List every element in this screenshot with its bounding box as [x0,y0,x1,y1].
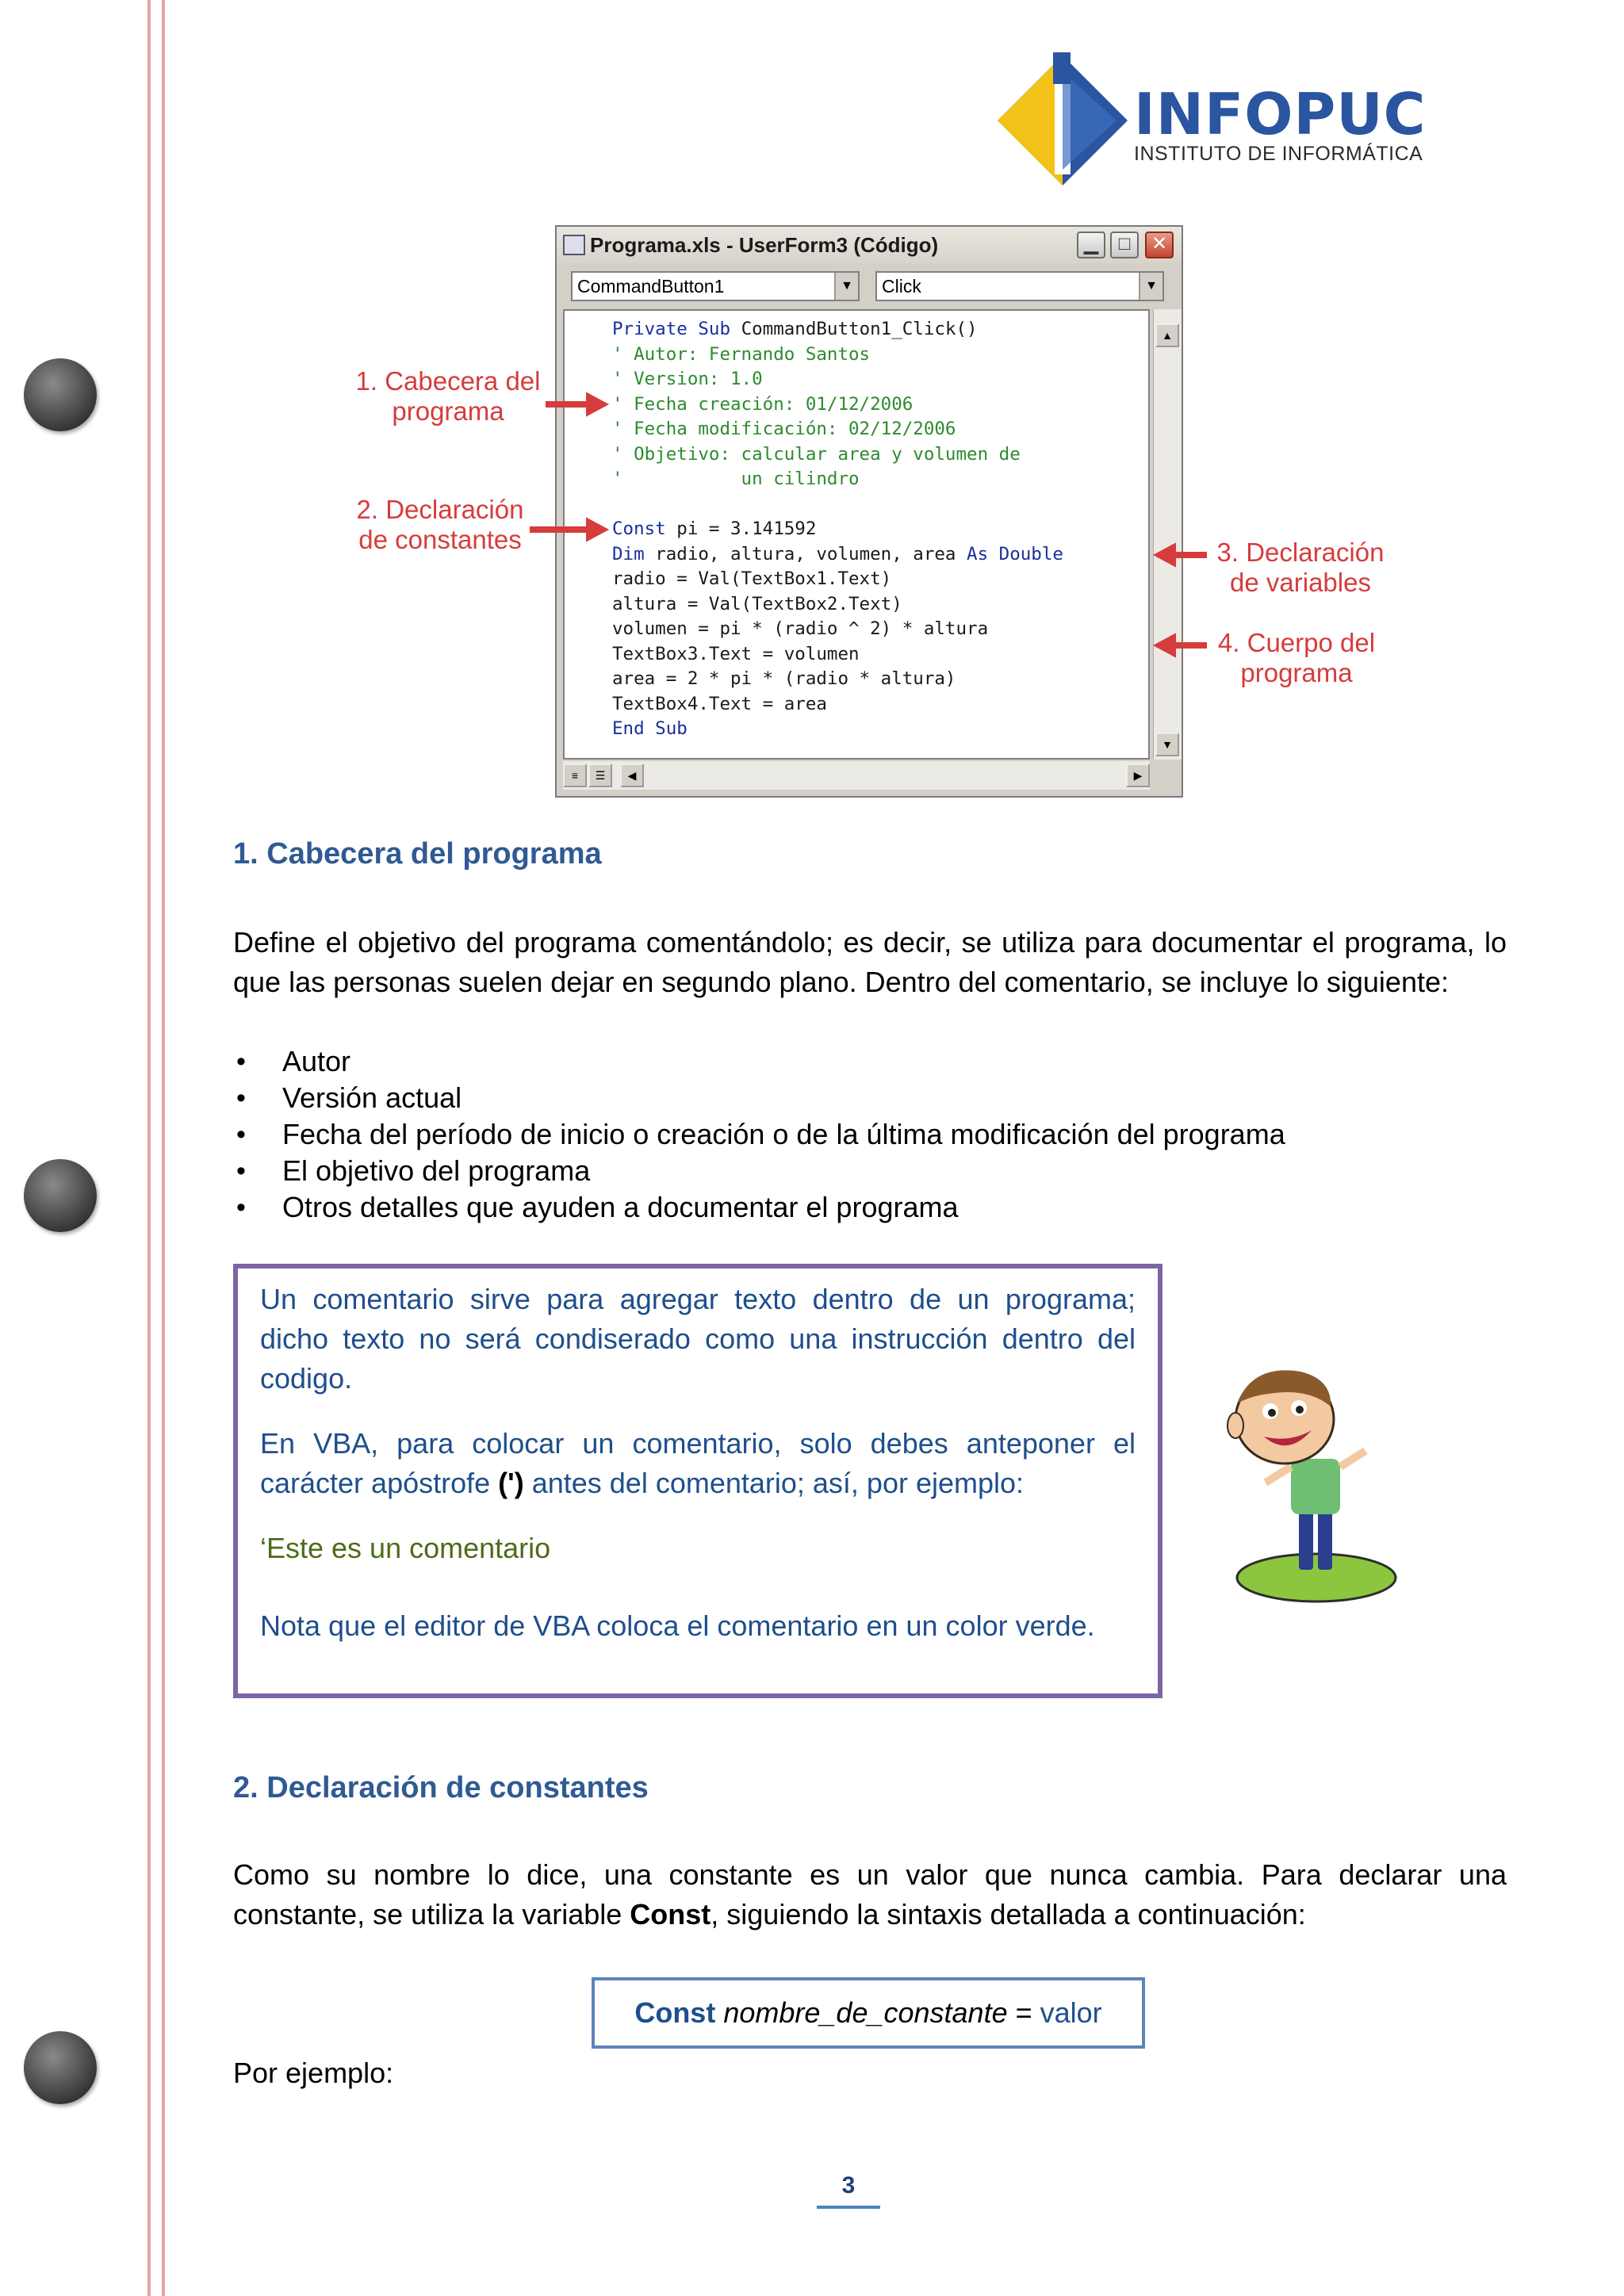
chevron-down-icon[interactable]: ▼ [834,273,858,300]
full-module-view-icon[interactable]: ☰ [588,763,612,787]
callout-cabecera-text: 1. Cabecera del programa [355,366,541,426]
logo-name: INFOPUC [1134,81,1427,147]
code-line: altura = Val(TextBox2.Text) [612,593,902,614]
bullet-item: • El objetivo del programa [233,1153,1285,1189]
scroll-right-icon[interactable]: ▶ [1126,763,1150,787]
code-line: Const pi = 3.141592 [612,519,817,539]
arrow-constantes-head [587,519,607,541]
code-line: TextBox4.Text = area [612,693,827,714]
code-line: TextBox3.Text = volumen [612,643,860,664]
comment-info-box [233,1264,1162,1698]
bullet-item: • Versión actual [233,1080,1285,1116]
chevron-down-icon[interactable]: ▼ [1139,273,1162,300]
minimize-button[interactable]: ▁ [1077,232,1105,258]
code-line: volumen = pi * (radio ^ 2) * altura [612,618,989,639]
syntax-value: valor [1032,1996,1102,2029]
section2-text-end: , siguiendo la sintaxis detallada a continuación: [710,1898,1306,1931]
code-line: Private Sub CommandButton1_Click() [612,319,978,339]
section1-paragraph: Define el objetivo del programa comentándolo; es decir, se utiliza para documentar el programa, lo que las personas suelen dejar en segundo plano. Dentro del comentario, se incluye lo siguiente: [233,926,1507,998]
section2-heading: 2. Declaración de constantes [233,1771,649,1804]
bullet-item: • Fecha del período de inicio o creación o de la última modificación del programa [233,1116,1285,1153]
info-paragraph-1: Un comentario sirve para agregar texto dentro de un programa; dicho texto no será condiserado como una instrucción dentro del codigo. [260,1283,1136,1395]
maximize-button[interactable]: □ [1110,232,1139,258]
cartoon-boy-icon [1221,1364,1404,1609]
example-label: Por ejemplo: [233,2057,394,2089]
info-p2-text: En VBA, para colocar un comentario, solo debes anteponer el carácter apóstrofe [260,1427,1136,1499]
code-line: End Sub [612,718,688,739]
code-line: ' Fecha modificación: 02/12/2006 [612,419,956,439]
bullet-item: • Otros detalles que ayuden a documentar el programa [233,1189,1285,1226]
code-line: ' un cilindro [612,469,860,489]
comment-example: ‘Este es un comentario [260,1532,551,1564]
syntax-constant-name: nombre_de_constante [723,1996,1008,2029]
object-dropdown-value: CommandButton1 [577,276,725,297]
binder-hole-middle [24,1159,97,1232]
arrow-variables-head [1155,544,1175,566]
bullet-item: • Autor [233,1043,1285,1080]
scroll-down-icon[interactable]: ▼ [1155,733,1179,756]
callout-constantes-text: 2. Declaración de constantes [356,495,524,554]
callout-variables-text: 3. Declaración de variables [1216,538,1385,597]
info-note: Nota que el editor de VBA coloca el comentario en un color verde. [260,1609,1095,1642]
scroll-up-icon[interactable]: ▲ [1155,323,1179,347]
section1-bullet-list [233,1043,1285,1226]
window-title: Programa.xls - UserForm3 (Código) [590,232,939,257]
section2-paragraph [233,1855,1507,1934]
code-line: ' Version: 1.0 [612,369,763,389]
const-keyword: Const [630,1898,711,1931]
callout-arrows [0,0,1624,872]
scroll-left-icon[interactable]: ◀ [620,763,644,787]
code-line: Dim radio, altura, volumen, area As Double [612,543,1063,564]
page-number-underline [817,2206,880,2209]
callout-cuerpo-text: 4. Cuerpo del programa [1217,628,1376,687]
page-number: 3 [841,2172,856,2198]
binder-hole-bottom [24,2031,97,2104]
arrow-cuerpo-head [1155,634,1175,656]
info-paragraph-2 [260,1424,1136,1503]
procedure-view-icon[interactable]: ≡ [563,763,587,787]
code-line: area = 2 * pi * (radio * altura) [612,668,956,689]
procedure-dropdown-value: Click [882,276,921,297]
section2-text: Como su nombre lo dice, una constante es un valor que nunca cambia. Para declarar una constante, se utiliza la variable [233,1858,1507,1931]
section1-heading: 1. Cabecera del programa [233,837,602,871]
info-p2-end: antes del comentario; así, por ejemplo: [523,1467,1025,1499]
apostrophe-char: (') [498,1467,524,1499]
arrow-cabecera-head [587,393,607,415]
syntax-keyword: Const [634,1996,716,2029]
logo-subtitle: INSTITUTO DE INFORMÁTICA [1134,143,1423,165]
const-syntax-box: Const nombre_de_constante = valor [592,1977,1145,2049]
code-line: ' Fecha creación: 01/12/2006 [612,393,914,415]
code-line: radio = Val(TextBox1.Text) [612,568,892,589]
code-line: ' Autor: Fernando Santos [612,343,871,365]
code-line: ' Objetivo: calcular area y volumen de [612,443,1021,465]
close-button[interactable]: ✕ [1145,232,1174,258]
